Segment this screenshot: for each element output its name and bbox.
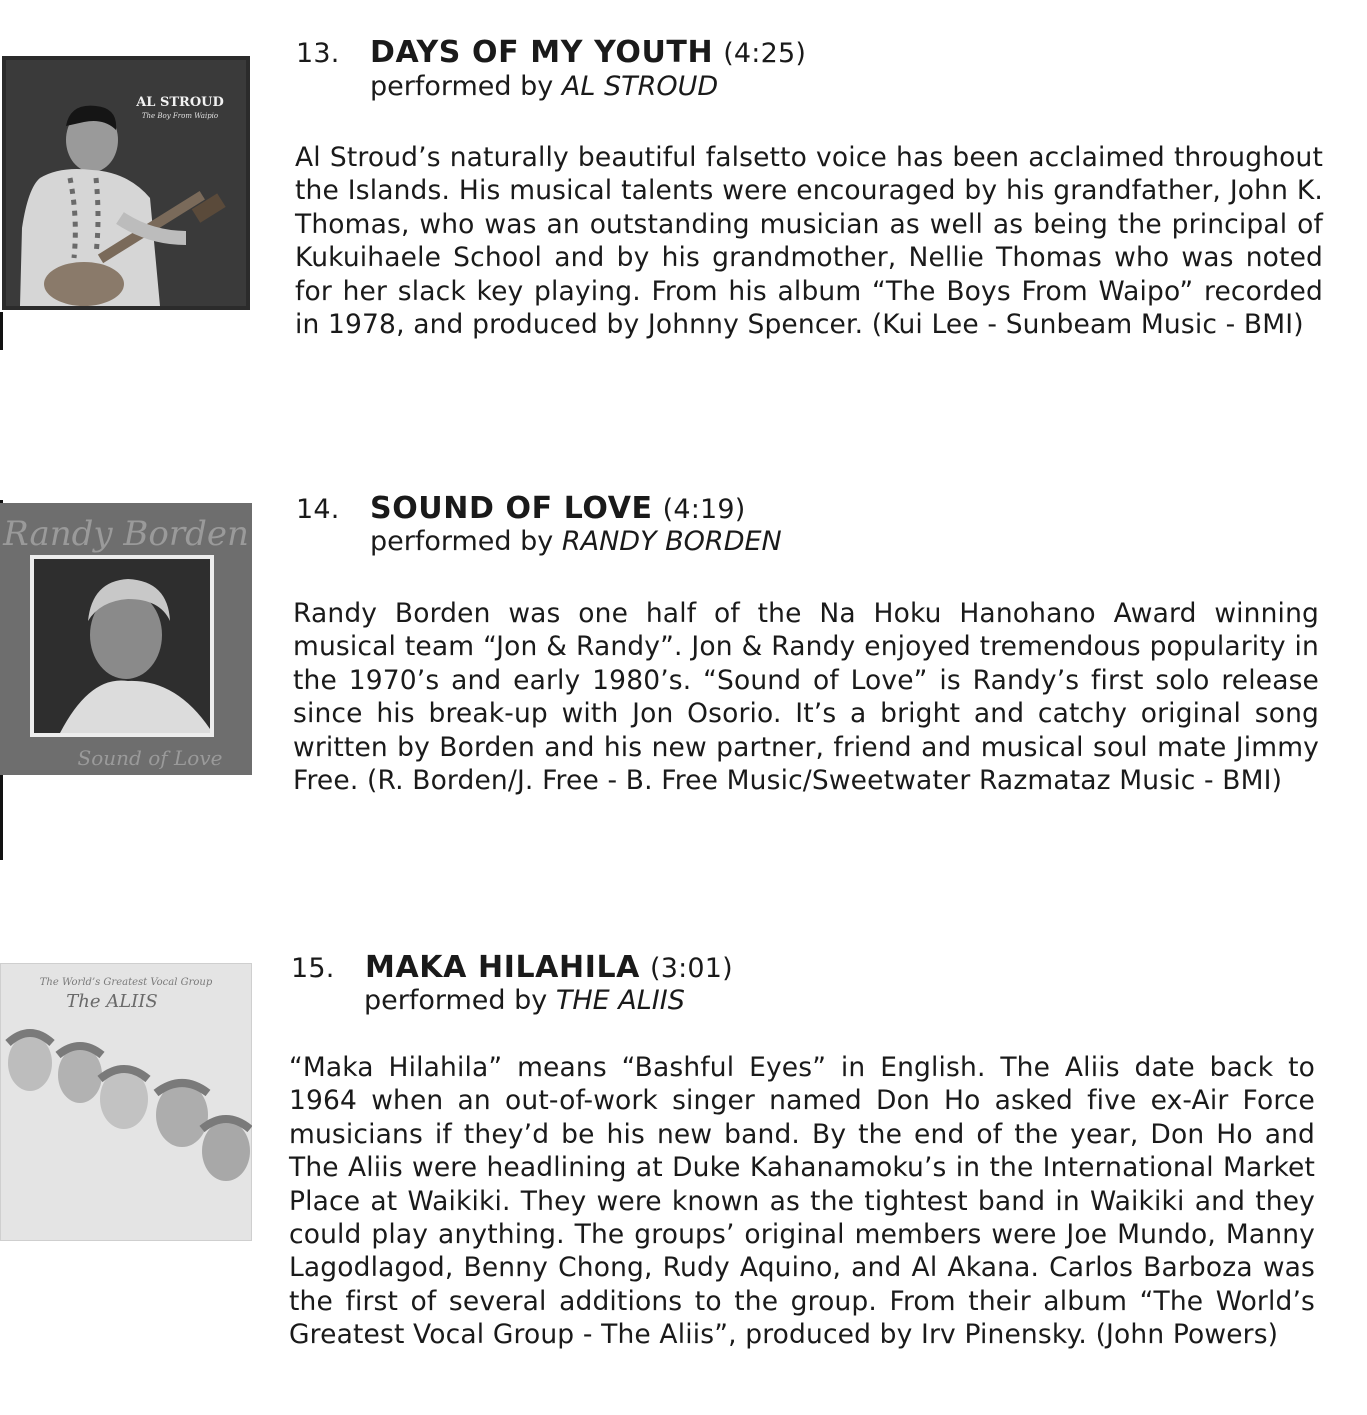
- artist-name: RANDY BORDEN: [561, 526, 782, 557]
- cover-title: AL STROUD: [136, 95, 224, 110]
- track-duration: (3:01): [650, 953, 733, 984]
- track-heading: [291, 951, 733, 986]
- artist-name: THE ALIIS: [555, 985, 685, 1016]
- cover-subtitle: The Boy From Waipio: [141, 112, 219, 120]
- track-number: 15.: [291, 953, 335, 984]
- performer-line: [364, 984, 685, 1018]
- track-heading: [296, 492, 746, 527]
- performed-by-label: performed by: [370, 71, 554, 102]
- album-cover-art: [0, 503, 252, 775]
- cover-subtitle: The ALIIS: [66, 991, 158, 1012]
- track-duration: (4:25): [723, 38, 807, 69]
- album-cover-art: [0, 48, 252, 312]
- track-title: MAKA HILAHILA: [365, 950, 640, 985]
- performer-line: [370, 525, 782, 559]
- album-cover-art: [0, 963, 252, 1241]
- album-cover-al-stroud: [0, 48, 252, 312]
- track-description: Al Stroud’s naturally beautiful falsetto voice has been acclaimed throughout the Islands. His musical talents were encouraged by his grandfather, John K. Thomas, who was an outstanding musician as well as being the principal of Kukuihaele School and by his grandmother, Nellie Thomas who was noted for her slack key playing. From his album “The Boys From Waipo” recorded in 1978, and produced by Johnny Spencer. (Kui Lee - Sunbeam Music - BMI): [295, 142, 1323, 341]
- track-number: 14.: [296, 494, 340, 525]
- track-duration: (4:19): [662, 494, 746, 525]
- track-number: 13.: [296, 38, 340, 69]
- album-cover-randy-borden: [0, 503, 252, 775]
- cover-subtitle: Sound of Love: [77, 746, 223, 770]
- track-description: Randy Borden was one half of the Na Hoku Hanohano Award winning musical team “Jon & Randy”. Jon & Randy enjoyed tremendous popularity in the 1970’s and early 1980’s. “Sound of Love” is Randy’s first solo release since his break-up with Jon Osorio. It’s a bright and catchy original song written by Borden and his new partner, friend and musical soul mate Jimmy Free. (R. Borden/J. Free - B. Free Music/Sweetwater Razmataz Music - BMI): [293, 598, 1319, 797]
- cover-title: Randy Borden: [3, 514, 249, 554]
- artist-name: AL STROUD: [561, 71, 719, 102]
- performed-by-label: performed by: [364, 985, 548, 1016]
- track-description: “Maka Hilahila” means “Bashful Eyes” in English. The Aliis date back to 1964 when an out-of-work singer named Don Ho asked five ex-Air Force musicians if they’d be his new band. By the end of the year, Don Ho and The Aliis were headlining at Duke Kahanamoku’s in the International Market Place at Waikiki. They were known as the tightest band in Waikiki and they could play anything. The groups’ original members were Joe Mundo, Manny Lagodlagod, Benny Chong, Rudy Aquino, and Al Akana. Carlos Barboza was the first of several additions to the group. From their album “The World’s Greatest Vocal Group - The Aliis”, produced by Irv Pinensky. (John Powers): [289, 1052, 1315, 1351]
- album-cover-the-aliis: [0, 963, 252, 1241]
- performer-line: [370, 70, 718, 104]
- track-title: SOUND OF LOVE: [370, 491, 653, 526]
- track-heading: [296, 36, 806, 71]
- performed-by-label: performed by: [370, 526, 554, 557]
- cover-title: The World’s Greatest Vocal Group: [39, 977, 213, 988]
- track-title: DAYS OF MY YOUTH: [370, 35, 714, 70]
